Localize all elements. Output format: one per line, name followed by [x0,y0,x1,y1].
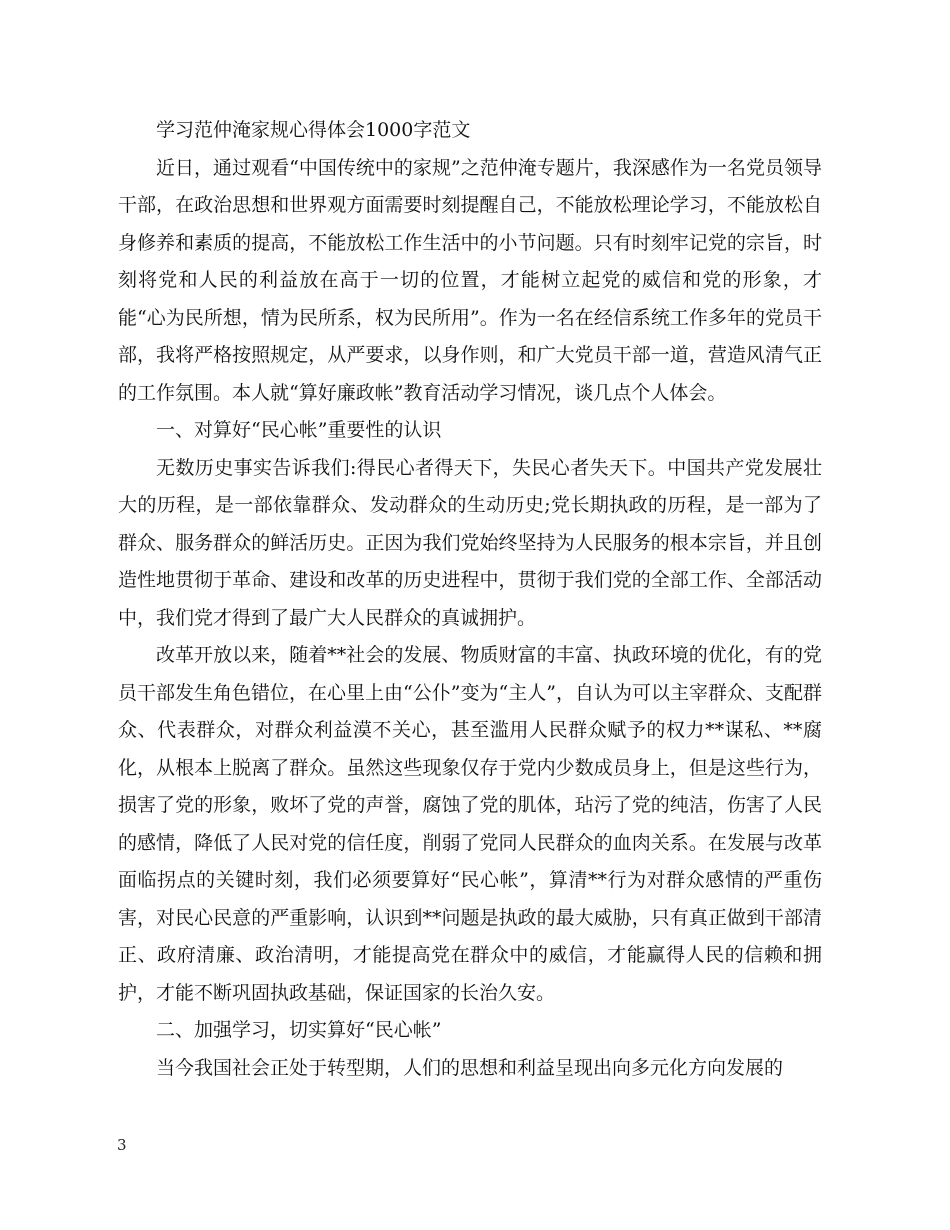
section-heading-1: 一、对算好“民心帐”重要性的认识 [156,419,442,441]
body-paragraph: 当今我国社会正处于转型期，人们的思想和利益呈现出向多元化方向发展的 [156,1056,784,1079]
document-title: 学习范仲淹家规心得体会1000字范文 [156,119,471,141]
section-heading-2: 二、加强学习，切实算好“民心帐” [156,1019,442,1041]
document-body [118,112,822,1087]
body-paragraph: 无数历史事实告诉我们:得民心者得天下，失民心者失天下。中国共产党发展壮大的历程，是一部依靠群众、发动群众的生动历史;党长期执政的历程，是一部为了群众、服务群众的鲜活历史。正因为我们党始终坚持为人民服务的根本宗旨，并且创造性地贯彻于革命、建设和改革的历史进程中，贯彻于我们党的全部工作、全部活动中，我们党才得到了最广大人民群众的真诚拥护。 [118,456,822,629]
page-number: 3 [117,1136,127,1154]
body-paragraph: 改革开放以来，随着**社会的发展、物质财富的丰富、执政环境的优化，有的党员干部发生角色错位，在心里上由“公仆”变为“主人”，自认为可以主宰群众、支配群众、代表群众，对群众利益漠不关心，甚至滥用人民群众赋予的权力**谋私、**腐化，从根本上脱离了群众。虽然这些现象仅存于党内少数成员身上，但是这些行为，损害了党的形象，败坏了党的声誉，腐蚀了党的肌体，玷污了党的纯洁，伤害了人民的感情，降低了人民对党的信任度，削弱了党同人民群众的血肉关系。在发展与改革面临拐点的关键时刻，我们必须要算好“民心帐”，算清**行为对群众感情的严重伤害，对民心民意的严重影响，认识到**问题是执政的最大威胁，只有真正做到干部清正、政府清廉、政治清明，才能提高党在群众中的威信，才能赢得人民的信赖和拥护，才能不断巩固执政基础，保证国家的长治久安。 [118,644,822,1004]
body-paragraph-intro: 近日，通过观看“中国传统中的家规”之范仲淹专题片，我深感作为一名党员领导干部，在政治思想和世界观方面需要时刻提醒自己，不能放松理论学习，不能放松自身修养和素质的提高，不能放松工作生活中的小节问题。只有时刻牢记党的宗旨，时刻将党和人民的利益放在高于一切的位置，才能树立起党的威信和党的形象，才能“心为民所想，情为民所系，权为民所用”。作为一名在经信系统工作多年的党员干部，我将严格按照规定，从严要求，以身作则，和广大党员干部一道，营造风清气正的工作氛围。本人就“算好廉政帐”教育活动学习情况，谈几点个人体会。 [118,156,822,404]
